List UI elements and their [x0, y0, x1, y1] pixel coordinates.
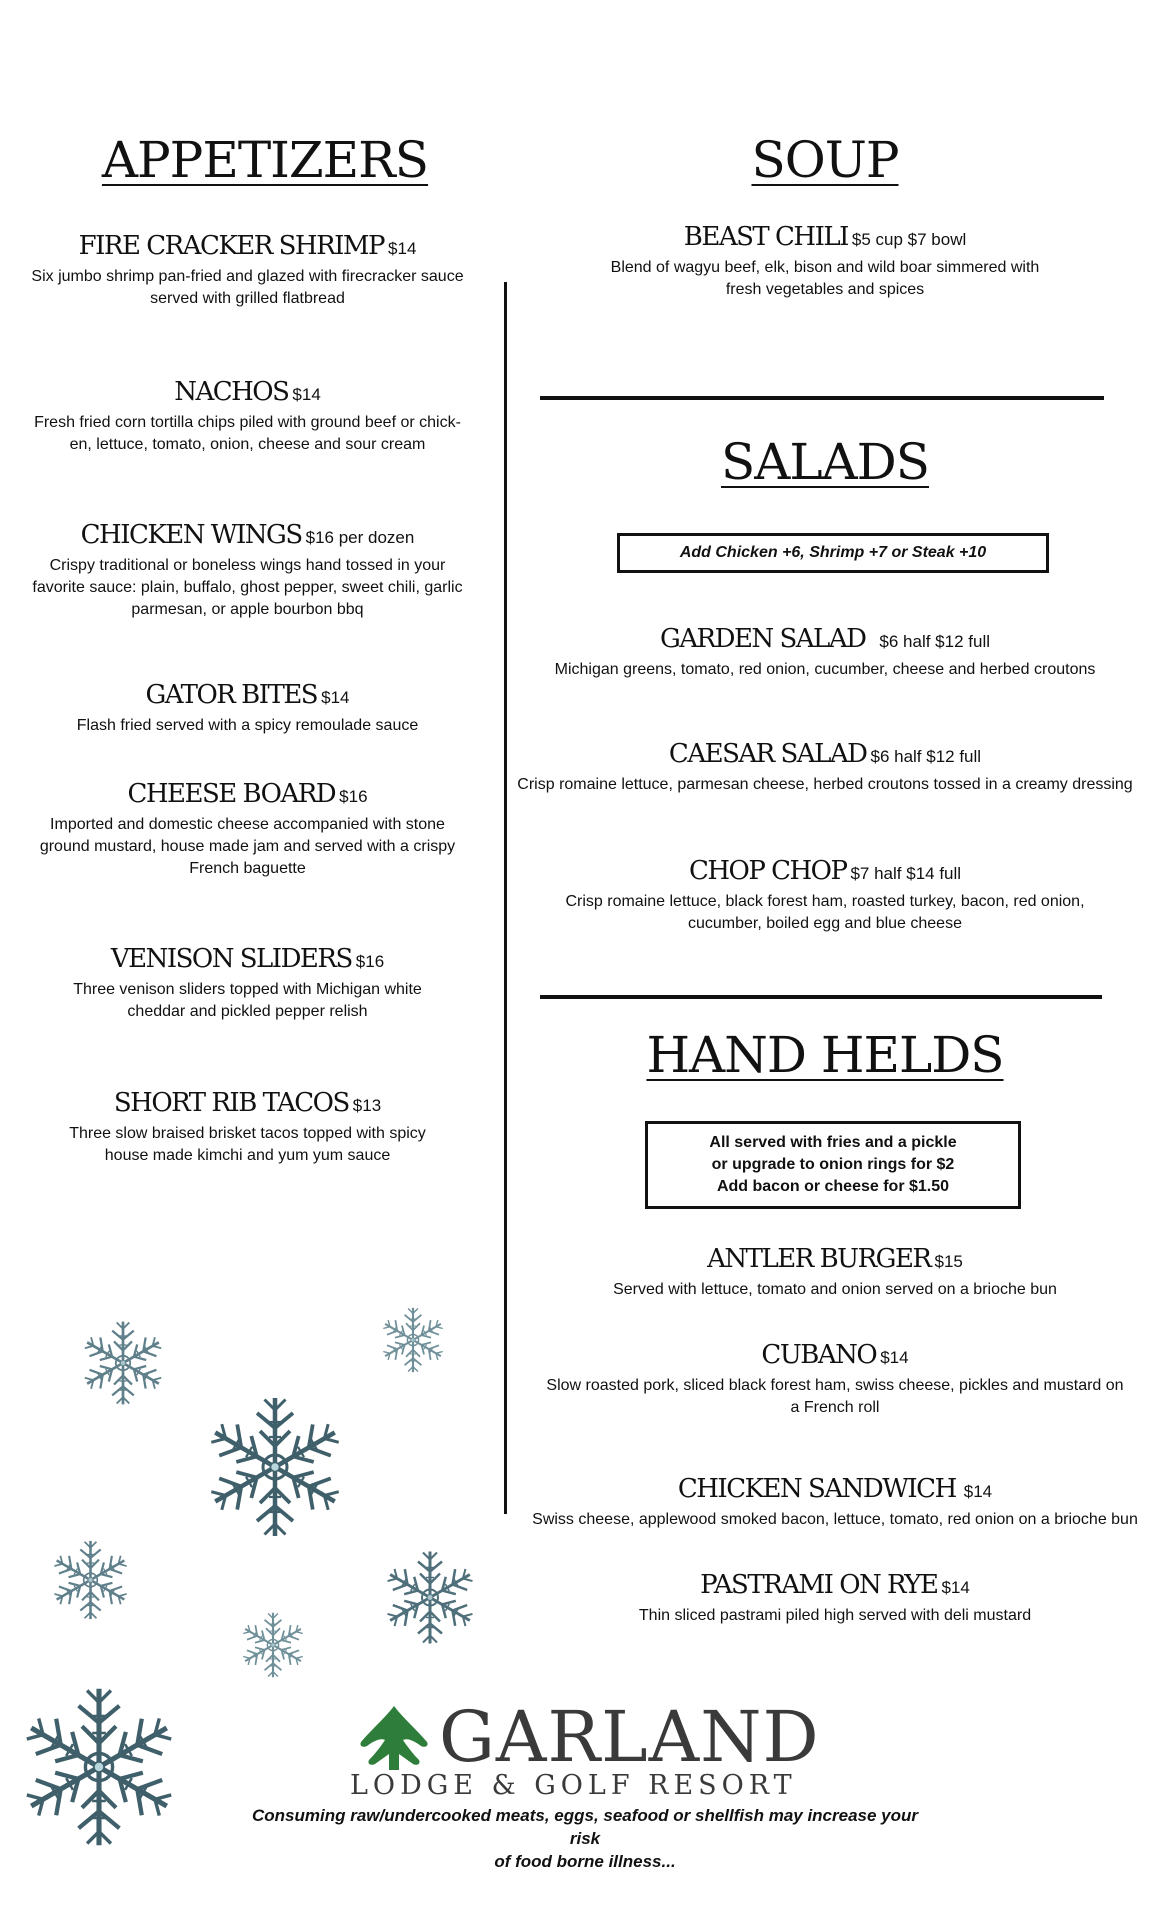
item-name: ANTLER BURGER: [707, 1244, 931, 1274]
salads-handhelds-divider: [540, 995, 1102, 999]
item-price: $14: [963, 1482, 993, 1501]
handheld-chicken-sandwich: [525, 1475, 1145, 1531]
salad-garden: [520, 625, 1130, 681]
logo-name: GARLAND: [439, 1696, 820, 1778]
item-price: $14: [321, 688, 350, 707]
item-description: Fresh fried corn tortilla chips piled with ground beef or chick-en, lettuce, tomato, onion, cheese and sour cream: [34, 413, 461, 453]
item-description: Imported and domestic cheese accompanied with stone ground mustard, house made jam and served with a crispy French baguette: [39, 815, 456, 877]
item-name: VENISON SLIDERS: [110, 944, 352, 974]
handheld-pastrami-on-rye: [540, 1571, 1130, 1627]
appetizers-title: APPETIZERS: [101, 131, 429, 189]
item-price: $7 half $14 full: [850, 864, 962, 883]
item-name: CHEESE BOARD: [127, 779, 336, 809]
appetizer-fire-cracker-shrimp: [20, 232, 475, 310]
item-price: $14: [880, 1348, 909, 1367]
handhelds-note-box: [645, 1121, 1021, 1209]
salad-addon-text: Add Chicken +6, Shrimp +7 or Steak +10: [679, 544, 987, 561]
snowflake-icon: [78, 1318, 168, 1408]
soup-beast-chili: [575, 223, 1075, 301]
salad-addon-box: [617, 533, 1049, 573]
item-price: $15: [934, 1252, 963, 1271]
salad-caesar: [515, 740, 1135, 796]
item-name: CAESAR SALAD: [668, 739, 867, 769]
item-name: GATOR BITES: [145, 680, 318, 710]
item-description: Six jumbo shrimp pan-fried and glazed with firecracker sauce served with grilled flatbread: [31, 267, 464, 307]
item-name: CHOP CHOP: [688, 856, 847, 886]
item-price: $16: [339, 787, 368, 806]
appetizer-chicken-wings: [25, 521, 470, 621]
item-description: Michigan greens, tomato, red onion, cucumber, cheese and herbed croutons: [554, 660, 1096, 678]
item-description: Three slow braised brisket tacos topped with spicy house made kimchi and yum yum sauce: [69, 1124, 426, 1164]
health-disclaimer: [240, 1804, 930, 1873]
item-name: CUBANO: [761, 1340, 877, 1370]
item-description: Crispy traditional or boneless wings hand tossed in your favorite sauce: plain, buffalo, ghost pepper, sweet chili, garlic parmesan, or apple bourbon bbq: [32, 556, 463, 618]
snowflake-icon: [48, 1530, 133, 1630]
item-description: Crisp romaine lettuce, black forest ham, roasted turkey, bacon, red onion, cucumber, boiled egg and blue cheese: [565, 892, 1085, 932]
item-description: Slow roasted pork, sliced black forest ham, swiss cheese, pickles and mustard on a French roll: [546, 1376, 1124, 1416]
appetizer-short-rib-tacos: [25, 1089, 470, 1167]
column-divider: [504, 282, 507, 1514]
soup-title: SOUP: [751, 131, 899, 189]
item-name: NACHOS: [174, 377, 289, 407]
snowflake-icon: [380, 1545, 480, 1650]
item-description: Swiss cheese, applewood smoked bacon, lettuce, tomato, red onion on a brioche bun: [532, 1510, 1138, 1528]
item-price: $14: [292, 385, 321, 404]
item-description: Three venison sliders topped with Michigan white cheddar and pickled pepper relish: [73, 980, 422, 1020]
salads-title: SALADS: [720, 433, 929, 491]
item-price: $14: [388, 239, 417, 258]
soup-salads-divider: [540, 396, 1104, 400]
handhelds-note-line: Add bacon or cheese for $1.50: [716, 1178, 950, 1195]
snowflake-icon: [238, 1610, 308, 1680]
item-name: BEAST CHILI: [683, 222, 848, 252]
item-price: $6 half $12 full: [879, 632, 991, 651]
logo-subtitle: LODGE & GOLF RESORT: [350, 1770, 797, 1801]
snowflake-icon: [200, 1392, 350, 1542]
salad-chop-chop: [525, 857, 1125, 935]
item-description: Served with lettuce, tomato and onion served on a brioche bun: [613, 1280, 1057, 1298]
item-price: $6 half $12 full: [870, 747, 982, 766]
item-name: CHICKEN SANDWICH: [677, 1474, 956, 1504]
item-price: $16 per dozen: [305, 528, 415, 547]
appetizer-nachos: [25, 378, 470, 456]
item-description: Flash fried served with a spicy remoulade sauce: [76, 716, 419, 734]
snowflake-icon: [378, 1305, 448, 1375]
resort-logo: [350, 1696, 820, 1801]
item-name: SHORT RIB TACOS: [113, 1088, 349, 1118]
tree-logo-icon: [355, 1704, 433, 1772]
item-price: $5 cup $7 bowl: [851, 230, 967, 249]
handhelds-note-line: or upgrade to onion rings for $2: [711, 1156, 955, 1173]
handhelds-title: HAND HELDS: [646, 1026, 1004, 1084]
handhelds-note-line: All served with fries and a pickle: [709, 1134, 957, 1151]
appetizer-gator-bites: [25, 681, 470, 737]
item-description: Thin sliced pastrami piled high served with deli mustard: [638, 1606, 1032, 1624]
handheld-cubano: [540, 1341, 1130, 1419]
item-description: Crisp romaine lettuce, parmesan cheese, herbed croutons tossed in a creamy dressing: [517, 775, 1133, 793]
item-description: Blend of wagyu beef, elk, bison and wild boar simmered with fresh vegetables and spices: [610, 258, 1040, 298]
item-price: $14: [941, 1578, 970, 1597]
item-price: $13: [352, 1096, 382, 1115]
item-name: FIRE CRACKER SHRIMP: [78, 231, 385, 261]
appetizer-venison-sliders: [25, 945, 470, 1023]
snowflake-icon: [14, 1682, 184, 1852]
item-name: CHICKEN WINGS: [80, 520, 302, 550]
disclaimer-line: Consuming raw/undercooked meats, eggs, seafood or shellfish may increase your risk: [251, 1806, 919, 1848]
item-name: PASTRAMI ON RYE: [700, 1570, 938, 1600]
handheld-antler-burger: [540, 1245, 1130, 1301]
item-price: $16: [355, 952, 385, 971]
appetizer-cheese-board: [25, 780, 470, 880]
item-name: GARDEN SALAD: [659, 624, 866, 654]
disclaimer-line: of food borne illness...: [494, 1852, 676, 1871]
